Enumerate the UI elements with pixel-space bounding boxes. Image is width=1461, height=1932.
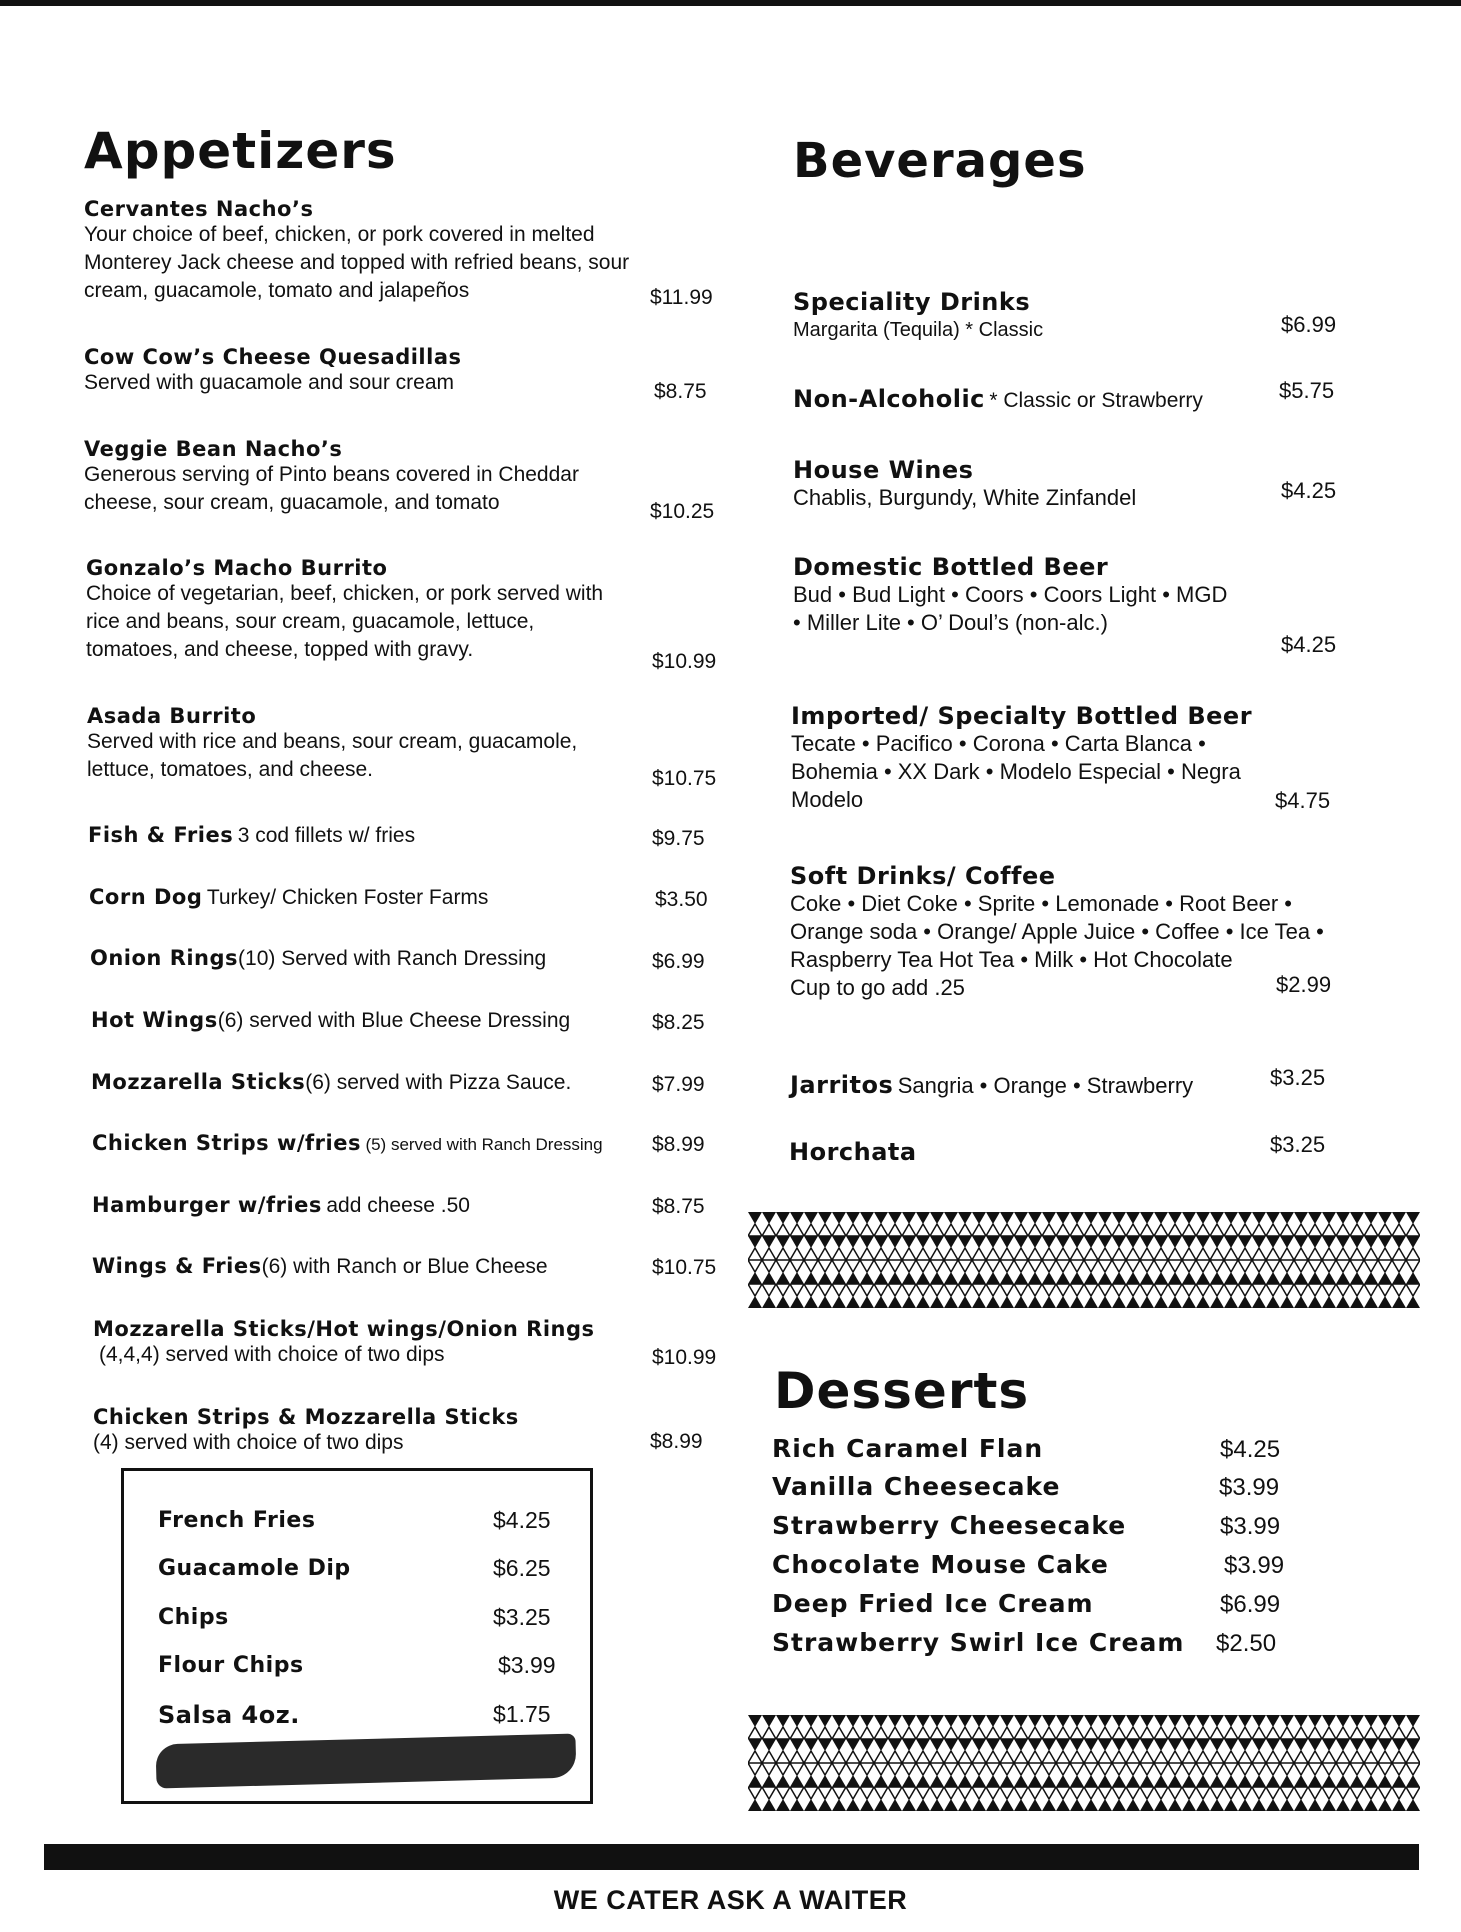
item-description: Chablis, Burgundy, White Zinfandel: [793, 485, 1137, 510]
side-item: [158, 1604, 558, 1630]
side-price: $3.99: [498, 1652, 556, 1678]
item-extra: Cup to go add .25: [790, 975, 965, 1000]
side-name: Guacamole Dip: [158, 1556, 351, 1581]
item-price: $10.75: [652, 1256, 717, 1279]
item-price: $8.25: [652, 1011, 705, 1034]
beverage-item: [793, 456, 1293, 512]
item-description: (4) served with choice of two dips: [93, 1431, 404, 1454]
brush-stroke-decoration: [155, 1734, 576, 1789]
item-name: Cow Cow’s Cheese Quesadillas: [84, 345, 462, 369]
beverage-item: [790, 862, 1350, 1002]
side-item: [158, 1555, 558, 1581]
menu-item: [88, 823, 648, 848]
beverage-item: [791, 702, 1311, 814]
item-description: Sangria • Orange • Strawberry: [897, 1073, 1194, 1098]
menu-item: [84, 437, 644, 517]
item-description: Generous serving of Pinto beans covered in Cheddar cheese, sour cream, guacamole, and tomato: [84, 463, 579, 514]
top-border: [0, 0, 1461, 6]
dessert-item: [772, 1434, 1292, 1463]
item-price: $3.50: [655, 888, 708, 911]
menu-item: [90, 946, 650, 971]
item-description: (6) served with Pizza Sauce.: [305, 1071, 572, 1094]
dessert-name: Strawberry Cheesecake: [772, 1511, 1127, 1540]
menu-item: [92, 1131, 652, 1155]
item-description: Margarita (Tequila) * Classic: [793, 319, 1044, 341]
item-name: Chicken Strips & Mozzarella Sticks: [93, 1405, 519, 1429]
menu-item: [86, 556, 646, 664]
menu-item: [84, 345, 644, 397]
item-description: Turkey/ Chicken Foster Farms: [206, 886, 489, 909]
item-price: $10.75: [652, 767, 717, 790]
item-name: Domestic Bottled Beer: [793, 553, 1109, 581]
item-name: Horchata: [789, 1138, 917, 1166]
triangle-pattern-decoration: [748, 1212, 1420, 1310]
item-price: $11.99: [650, 286, 713, 309]
item-price: $4.25: [1281, 478, 1337, 503]
item-price: $8.99: [652, 1133, 705, 1156]
item-price: $7.99: [652, 1073, 705, 1096]
dessert-price: $3.99: [1220, 1513, 1281, 1540]
item-description: 3 cod fillets w/ fries: [237, 824, 416, 847]
dessert-name: Strawberry Swirl Ice Cream: [772, 1628, 1185, 1657]
dessert-item: [772, 1628, 1292, 1657]
item-description: Served with rice and beans, sour cream, guacamole, lettuce, tomatoes, and cheese.: [87, 730, 578, 781]
item-description: (6) with Ranch or Blue Cheese: [261, 1255, 548, 1278]
beverage-item: [793, 288, 1293, 344]
item-price: $3.25: [1270, 1065, 1326, 1090]
dessert-name: Chocolate Mouse Cake: [772, 1550, 1109, 1579]
sides-box: [121, 1468, 593, 1804]
dessert-item: [772, 1550, 1292, 1579]
item-price: $10.25: [650, 500, 715, 523]
menu-item: [84, 197, 644, 305]
menu-item: [91, 1070, 651, 1095]
dessert-item: [772, 1589, 1292, 1618]
item-name: Gonzalo’s Macho Burrito: [86, 556, 388, 580]
item-description: (5) served with Ranch Dressing: [365, 1135, 603, 1154]
side-price: $4.25: [493, 1507, 551, 1533]
dessert-price: $4.25: [1220, 1436, 1281, 1463]
item-price: $2.99: [1276, 972, 1332, 997]
item-price: $8.75: [652, 1195, 705, 1218]
menu-item: [91, 1008, 651, 1033]
dessert-name: Vanilla Cheesecake: [772, 1472, 1061, 1501]
item-name: Mozzarella Sticks/Hot wings/Onion Rings: [93, 1317, 595, 1341]
item-price: $8.75: [654, 380, 707, 403]
beverage-item: [793, 553, 1313, 637]
item-price: $6.99: [652, 950, 705, 973]
item-price: $6.99: [1281, 312, 1337, 337]
item-name: Hamburger w/fries: [92, 1193, 322, 1217]
item-name: Jarritos: [790, 1071, 894, 1099]
side-item: [158, 1507, 558, 1533]
item-name: Hot Wings: [91, 1008, 218, 1032]
side-name: Flour Chips: [158, 1653, 304, 1678]
item-name: Wings & Fries: [92, 1254, 262, 1278]
item-description: Served with guacamole and sour cream: [84, 371, 455, 394]
item-name: Mozzarella Sticks: [91, 1070, 306, 1094]
side-price: $1.75: [493, 1701, 551, 1727]
item-name: Chicken Strips w/fries: [92, 1131, 361, 1155]
beverage-item: [790, 1071, 1290, 1099]
appetizers-section: [84, 122, 724, 180]
dessert-item: [772, 1511, 1292, 1540]
dessert-name: Rich Caramel Flan: [772, 1434, 1044, 1463]
item-name: Non-Alcoholic: [793, 385, 985, 413]
item-description: (6) served with Blue Cheese Dressing: [217, 1009, 571, 1032]
item-description: * Classic or Strawberry: [989, 389, 1203, 412]
item-name: Fish & Fries: [88, 823, 234, 847]
item-name: Soft Drinks/ Coffee: [790, 862, 1056, 890]
item-description: Your choice of beef, chicken, or pork covered in melted Monterey Jack cheese and topped with refried beans, sour cream, guacamole, tomato and jalapeños: [84, 223, 630, 302]
item-name: House Wines: [793, 456, 974, 484]
menu-item: [93, 1317, 653, 1369]
item-price: $3.25: [1270, 1132, 1326, 1157]
appetizers-title: Appetizers: [84, 122, 397, 180]
dessert-price: $3.99: [1224, 1552, 1285, 1579]
item-description: (4,4,4) served with choice of two dips: [99, 1343, 445, 1366]
side-price: $3.25: [493, 1604, 551, 1630]
beverage-item: [793, 385, 1293, 413]
item-description: Choice of vegetarian, beef, chicken, or pork served with rice and beans, sour cream, guacamole, lettuce, tomatoes, and cheese, topped with gravy.: [86, 582, 604, 661]
menu-item: [92, 1254, 652, 1279]
dessert-price: $3.99: [1219, 1474, 1280, 1501]
side-name: French Fries: [158, 1508, 316, 1533]
dessert-item: [772, 1472, 1292, 1501]
item-name: Asada Burrito: [87, 704, 257, 728]
item-description: Tecate • Pacifico • Corona • Carta Blanca • Bohemia • XX Dark • Modelo Especial • Negra Modelo: [791, 731, 1241, 812]
beverage-item: [789, 1138, 1089, 1166]
item-name: Onion Rings: [90, 946, 239, 970]
item-name: Speciality Drinks: [793, 288, 1031, 316]
item-price: $10.99: [652, 650, 717, 673]
dessert-name: Deep Fried Ice Cream: [772, 1589, 1094, 1618]
side-price: $6.25: [493, 1555, 551, 1581]
item-price: $10.99: [652, 1346, 717, 1369]
side-name: Chips: [158, 1605, 229, 1630]
dessert-price: $6.99: [1220, 1591, 1281, 1618]
item-price: $5.75: [1279, 378, 1335, 403]
side-item: [158, 1652, 558, 1678]
item-price: $9.75: [652, 827, 705, 850]
item-description: Bud • Bud Light • Coors • Coors Light • MGD • Miller Lite • O’ Doul’s (non-alc.): [793, 582, 1228, 635]
menu-item: [93, 1405, 653, 1457]
item-price: $4.75: [1275, 788, 1331, 813]
item-description: add cheese .50: [326, 1194, 470, 1217]
bottom-border: [44, 1844, 1419, 1870]
item-price: $8.99: [650, 1430, 703, 1453]
item-name: Cervantes Nacho’s: [84, 197, 314, 221]
side-item: [158, 1701, 558, 1729]
menu-item: [87, 704, 647, 784]
item-name: Veggie Bean Nacho’s: [84, 437, 343, 461]
item-description: (10) Served with Ranch Dressing: [238, 947, 547, 970]
side-name: Salsa 4oz.: [158, 1701, 300, 1729]
desserts-title: Desserts: [774, 1362, 1030, 1420]
item-name: Corn Dog: [89, 885, 203, 909]
item-name: Imported/ Specialty Bottled Beer: [791, 702, 1253, 730]
footer-text: WE CATER ASK A WAITER: [553, 1885, 908, 1915]
item-description: Coke • Diet Coke • Sprite • Lemonade • Root Beer • Orange soda • Orange/ Apple Juice • Coffee • Ice Tea • Raspberry Tea Hot Tea • Milk • Hot Chocolate: [790, 891, 1324, 972]
menu-item: [89, 885, 649, 910]
dessert-price: $2.50: [1216, 1630, 1277, 1657]
beverages-title: Beverages: [793, 133, 1087, 189]
item-price: $4.25: [1281, 632, 1337, 657]
menu-item: [92, 1193, 652, 1218]
triangle-pattern-decoration: [748, 1715, 1420, 1813]
